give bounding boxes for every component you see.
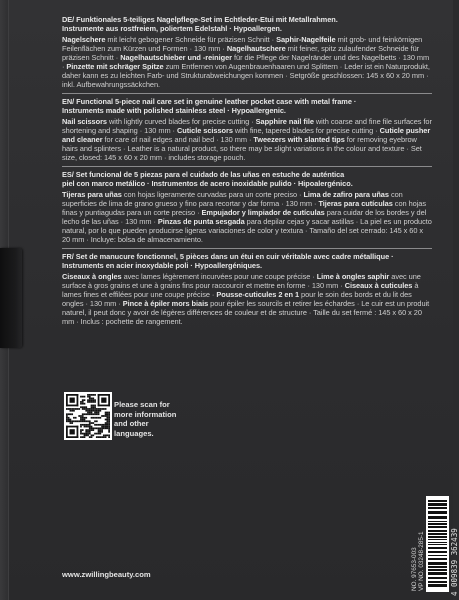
es-subtitle: piel con marco metálico · Instrumentos de acero inoxidable pulido · Hipoalergénico.: [62, 179, 353, 188]
section-en: [62, 93, 432, 162]
en-body: Nail scissors with lightly curved blades for precise cutting · Sapphire nail file with coarse and fine file surfaces for shortening and shaping · 130 mm · Cuticle scissors with fine, tapered blades for precise cutting · Cuticle pusher and cleaner for care of nail edges and nail bed · 130 mm · Tweezers with slanted tips for removing eyebrow hairs and splinters · Leather is a natural product, so there may be slight variations in the colour and texture · Set size, closed: 145 x 60 x 20 mm · includes storage pouch.: [62, 117, 432, 162]
fr-title: FR/ Set de manucure fonctionnel, 5 pièces dans un étui en cuir véritable avec cadre métallique ·: [62, 252, 394, 261]
section-fr: [62, 248, 432, 326]
barcode-icon: [426, 496, 449, 592]
section-es: [62, 166, 432, 244]
product-number: NO. 97653-003: [411, 547, 418, 591]
vp-number: VP NO. 03248-285-1: [418, 531, 426, 591]
de-title: DE/ Funktionales 5-teiliges Nagelpflege-Set im Echtleder-Etui mit Metallrahmen.: [62, 15, 338, 24]
barcode-number: 4 009839 362439: [450, 528, 459, 596]
en-title: EN/ Functional 5-piece nail care set in genuine leather pocket case with metal frame ·: [62, 97, 357, 106]
en-subtitle: Instruments made with polished stainless steel · Hypoallergenic.: [62, 106, 286, 115]
fr-subtitle: Instruments en acier inoxydable poli · Hypoallergéniques.: [62, 261, 263, 270]
elastic-strap: [0, 248, 22, 348]
qr-caption: Please scan for more information and other languages.: [114, 400, 177, 438]
website-url[interactable]: www.zwillingbeauty.com: [62, 570, 151, 579]
de-body: Nagelschere mit leicht gebogener Schneide für präzisen Schnitt · Saphir-Nagelfeile mit grob- und feinkörnigen Feilenflächen zum Kürzen und Formen · 130 mm · Nagelhautschere mit feiner, spitz zulaufender Schneide für präzisen Schnitt · Nagelhautschieber und -reiniger für die Pflege der Nagelränder und des Nagelbetts · 130 mm · Pinzette mit schräger Spitze zum Entfernen von Augenbrauenhaaren und Splittern · Leder ist ein Naturprodukt, daher kann es zu leichten Farb- und Strukturabweichungen kommen · Setgröße geschlossen: 145 x 60 x 20 mm · inkl. Aufbewahrungssäckchen.: [62, 35, 430, 89]
barcode: [426, 496, 449, 592]
de-subtitle: Instrumente aus rostfreiem, poliertem Edelstahl · Hypoallergen.: [62, 24, 282, 33]
es-body: Tijeras para uñas con hojas ligeramente curvadas para un corte preciso · Lima de zafiro para uñas con superficies de lima de grano grueso y fino para recortar y dar forma · 130 mm · Tijeras para cutículas con hojas finas y puntiagudas para un corte preciso · Empujador y limpiador de cutículas para cuidar de los bordes y del lecho de las uñas · 130 mm · Pinzas de punta sesgada para depilar cejas y sacar astillas · La piel es un producto natural, por lo que pueden producirse ligeras variaciones de color y textura · Tamaño del set cerrado: 145 x 60 x 20 mm · Incluye: bolsa de almacenamiento.: [62, 190, 432, 244]
product-numbers: [411, 531, 426, 591]
fr-body: Ciseaux à ongles avec lames légèrement incurvées pour une coupe précise · Lime à ongles saphir avec une surface à gros grains et une à grains fins pour raccourcir et mettre en forme · 130 mm · Ciseaux à cuticules à lames fines et effilées pour une coupe précise · Pousse-cuticules 2 en 1 pour le soin des bords et du lit des ongles · 130 mm · Pince à épiler mors biais pour épiler les sourcils et retirer les échardes · Le cuir est un produit naturel, il peut donc y avoir de légères différences de couleur et de structure · Taille du set fermé : 145 x 60 x 20 mm · Inclus : pochette de rangement.: [62, 272, 430, 326]
product-description: [62, 15, 432, 330]
es-title: ES/ Set funcional de 5 piezas para el cuidado de las uñas en estuche de auténtica: [62, 170, 345, 179]
section-de: [62, 15, 432, 89]
qr-code-icon: [66, 394, 110, 438]
qr-code[interactable]: [64, 392, 112, 440]
